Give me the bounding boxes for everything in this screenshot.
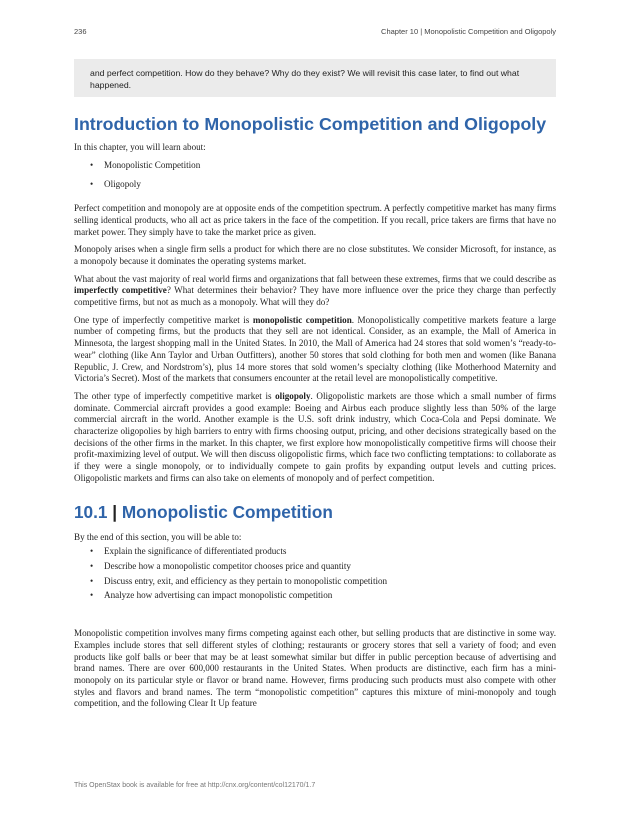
section-separator: | xyxy=(107,501,122,522)
running-header: Chapter 10 | Monopolistic Competition and Oligopoly xyxy=(381,27,556,36)
paragraph: Perfect competition and monopoly are at opposite ends of the competition spectrum. A perfectly competitive market has many firms selling identical products, who all act as price takers in the face of the competition. If you recall, price takers are firms that have no market power. They simply have to take the market price as given. xyxy=(74,203,556,237)
bullet-glyph: • xyxy=(90,546,94,557)
paragraph-text: ? What determines their behavior? They have more influence over the price they charge than perfectly competitive firms, but not as much as a monopoly. What will they do? xyxy=(74,285,556,308)
list-item xyxy=(74,546,556,558)
page-number: 236 xyxy=(74,27,87,36)
paragraph-text: . Oligopolistic markets are those which a small number of firms dominate. Commercial aircraft provides a good example: Boeing and Airbus each produce slightly less than 50% of the large commercial aircraft in the world. Another example is the U.S. soft drink industry, which Coca-Cola and Pepsi dominate. We characterize oligopolies by high barriers to entry with firms choosing output, pricing, and other decisions strategically based on the decisions of the other firms in the market. In this chapter, we first explore how monopolistically competitive firms will choose their profit-maximizing level of output. We will then discuss oligopolistic firms, which face two conflicting temptations: to collaborate as if they were a single monopoly, or to individually compete to gain profits by expanding output levels and cutting prices. Oligopolistic markets and firms can also take on elements of monopoly and of perfect competition. xyxy=(74,390,556,483)
paragraph: Monopoly arises when a single firm sells a product for which there are no close substitutes. We consider Microsoft, for instance, as a monopoly because it dominates the operating systems market. xyxy=(74,244,556,266)
list-item-text: Oligopoly xyxy=(104,179,141,190)
key-term: imperfectly competitive xyxy=(74,285,167,296)
list-item xyxy=(74,576,556,588)
list-item xyxy=(74,179,556,191)
page-footer: This OpenStax book is available for free at http://cnx.org/content/col12170/1.7 xyxy=(74,782,316,789)
bullet-glyph: • xyxy=(90,590,94,601)
intro-lead: In this chapter, you will learn about: xyxy=(74,142,206,152)
objectives-lead: By the end of this section, you will be able to: xyxy=(74,531,242,542)
bullet-glyph: • xyxy=(90,560,94,571)
list-item-text: Analyze how advertising can impact monopolistic competition xyxy=(104,590,333,601)
list-item-text: Describe how a monopolistic competitor chooses price and quantity xyxy=(104,560,351,571)
paragraph xyxy=(74,391,556,485)
topic-list xyxy=(74,160,556,191)
paragraph xyxy=(74,274,556,309)
paragraph-text: What about the vast majority of real world firms and organizations that fall between these extremes, firms that we could describe as xyxy=(74,273,556,284)
bullet-glyph: • xyxy=(90,179,94,190)
list-item xyxy=(74,590,556,602)
section-title: Monopolistic Competition xyxy=(121,501,333,522)
bullet-glyph: • xyxy=(90,575,94,586)
main-content xyxy=(74,112,556,716)
bullet-glyph: • xyxy=(90,159,94,170)
key-term: monopolistic competition xyxy=(252,314,352,325)
paragraph: Monopolistic competition involves many firms competing against each other, but selling products that are distinctive in some way. Examples include stores that sell different styles of clothing; restaurants or grocery stores that sell a variety of food; and even products like golf balls or beer that may be at least somewhat similar but differ in public perception because of advertising and brand names. There are over 600,000 restaurants in the United States. When products are distinctive, each firm has a mini-monopoly on its particular style or flavor or brand name. However, firms producing such products must also compete with other styles and flavors and brand names. The term “monopolistic competition” captures this mixture of mini-monopoly and tough competition, and the following Clear It Up feature xyxy=(74,628,556,709)
section-number: 10.1 xyxy=(74,501,108,522)
key-term: oligopoly xyxy=(275,390,311,401)
list-item-text: Monopolistic Competition xyxy=(104,159,201,170)
section-heading-introduction: Introduction to Monopolistic Competition and Oligopoly xyxy=(74,114,547,134)
section-heading-10-1 xyxy=(74,500,556,524)
paragraph-text: One type of imperfectly competitive market is xyxy=(74,314,253,325)
paragraph xyxy=(74,315,556,385)
list-item-text: Discuss entry, exit, and efficiency as they pertain to monopolistic competition xyxy=(104,575,388,586)
feature-box-continuation xyxy=(74,59,556,97)
feature-box-text: and perfect competition. How do they behave? Why do they exist? We will revisit this case later, to find out what happened. xyxy=(90,68,520,90)
list-item xyxy=(74,160,556,172)
paragraph-text: . Monopolistically competitive markets feature a large number of competing firms, but the products that they sell are not identical. Consider, as an example, the Mall of America in Minnesota, the largest shopping mall in the United States. In 2010, the Mall of America had 24 stores that sold women’s “ready-to-wear” clothing (like Ann Taylor and Urban Outfitters), another 50 stores that sold clothing for both men and women (like Banana Republic, J. Crew, and Nordstrom’s), plus 14 more stores that sold women’s specialty clothing (like Motherhood Maternity and Victoria’s Secret). Most of the markets that consumers encounter at the retail level are monopolistically competitive. xyxy=(74,314,556,384)
list-item-text: Explain the significance of differentiated products xyxy=(104,546,287,557)
list-item xyxy=(74,561,556,573)
learning-objectives-list xyxy=(74,546,556,602)
paragraph-text: The other type of imperfectly competitive market is xyxy=(74,390,276,401)
